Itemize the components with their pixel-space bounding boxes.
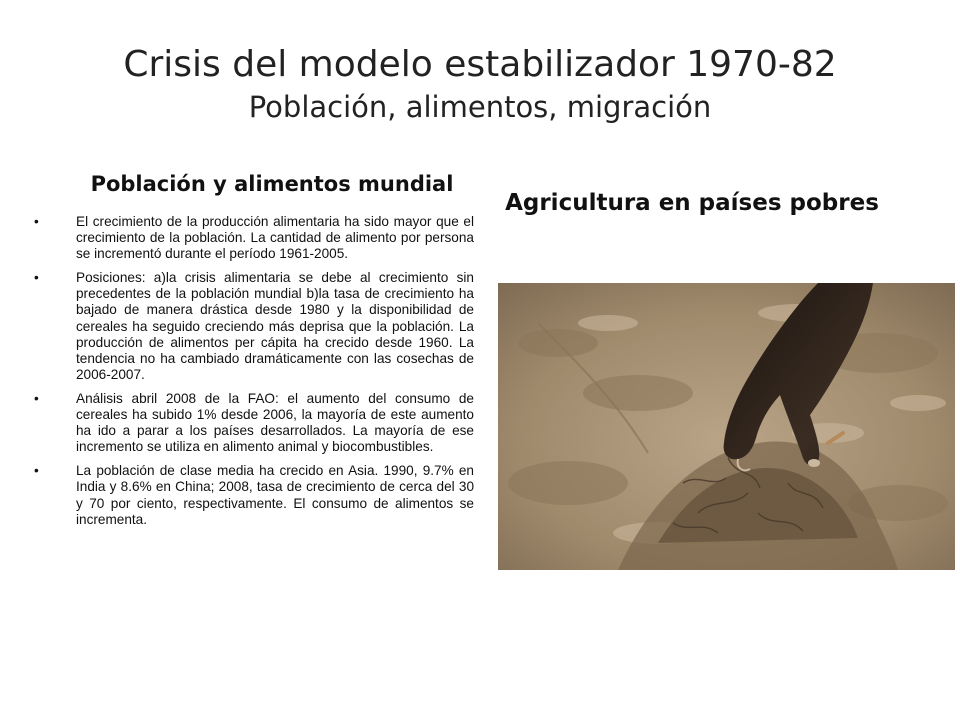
left-column-heading: Población y alimentos mundial (90, 172, 454, 196)
bullet-icon: • (34, 214, 39, 229)
bullet-item (34, 463, 474, 527)
bullet-icon: • (34, 390, 39, 406)
bullet-text: La población de clase media ha crecido en Asia. 1990, 9.7% en India y 8.6% en China; 2008, tasa de crecimiento de cerca del 30 y 70 por ciento, respectivamente. El consumo de alimentos se incrementa. (76, 463, 474, 527)
right-column-heading: Agricultura en países pobres (505, 190, 879, 216)
bullet-item (34, 214, 474, 262)
bullet-text: Análisis abril 2008 de la FAO: el aumento del consumo de cereales ha subido 1% desde 2006, la mayoría de este aumento ha ido a parar a los países desarrollados. La mayoría de ese incremento se utiliza en alimento animal y biocombustibles. (76, 390, 474, 455)
title-subtitle: Población, alimentos, migración (248, 89, 712, 124)
bullet-text: El crecimiento de la producción alimentaria ha sido mayor que el crecimiento de la población. La cantidad de alimento por persona se incrementó durante el período 1961-2005. (76, 214, 474, 262)
bullet-list (34, 214, 474, 536)
bullet-icon: • (34, 463, 39, 479)
photo-illustration (498, 283, 955, 570)
slide-title (0, 42, 960, 126)
hand-in-soil-photo (498, 283, 955, 570)
bullet-icon: • (34, 270, 39, 286)
bullet-item (34, 270, 474, 383)
bullet-item (34, 391, 474, 455)
title-main: Crisis del modelo estabilizador 1970-82 (123, 44, 837, 85)
bullet-text: Posiciones: a)la crisis alimentaria se debe al crecimiento sin precedentes de la población mundial b)la tasa de crecimiento ha bajado de manera drástica desde 1980 y la disponibilidad de cereales ha seguido creciendo más deprisa que la población. La producción de alimentos per cápita ha crecido desde 1960. La tendencia no ha cambiado dramáticamente con las cosechas de 2006-2007. (76, 270, 474, 382)
